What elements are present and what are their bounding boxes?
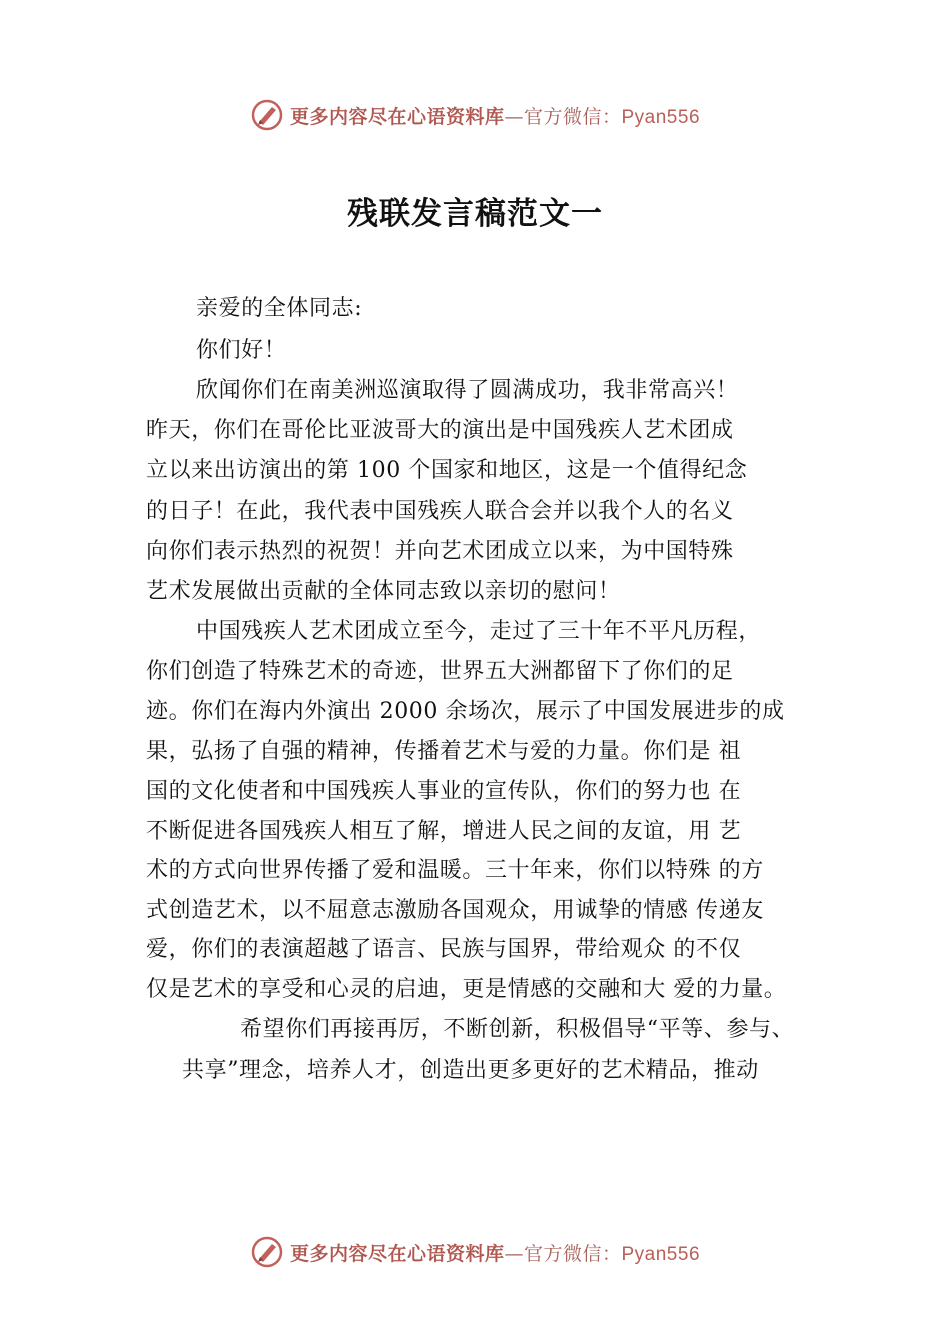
text-line: 的日子！在此，我代表中国残疾人联合会并以我个人的名义 [146,499,734,524]
text-line: 昨天，你们在哥伦比亚波哥大的演出是中国残疾人艺术团成 [146,418,734,443]
text-line: 不断促进各国残疾人相互了解，增进人民之间的友谊，用 艺 [146,819,742,844]
banner-wechat: Pyan556 [621,1243,701,1265]
footer-banner [0,1232,950,1272]
banner-text [290,102,700,129]
text-line: 国的文化使者和中国残疾人事业的宣传队，你们的努力也 在 [146,779,742,804]
text-line: 你们创造了特殊艺术的奇迹，世界五大洲都留下了你们的足 [146,659,734,684]
text-line: 迹。你们在海内外演出 2000 余场次，展示了中国发展进步的成 [146,699,785,724]
text-line: 术的方式向世界传播了爱和温暖。三十年来，你们以特殊 的方 [146,858,764,883]
pen-logo-icon [250,98,284,132]
banner-main: 更多内容尽在心语资料库 [289,1242,505,1265]
text-line: 共享”理念，培养人才，创造出更多更好的艺术精品，推动 [182,1058,759,1083]
header-banner [0,95,950,135]
page-title: 残联发言稿范文一 [347,196,603,232]
text-line: 果，弘扬了自强的精神，传播着艺术与爱的力量。你们是 祖 [146,739,742,764]
text-line: 爱，你们的表演超越了语言、民族与国界，带给观众 的不仅 [146,937,742,962]
banner-text [290,1239,700,1266]
banner-main: 更多内容尽在心语资料库 [289,105,505,128]
text-line: 亲爱的全体同志: [196,296,363,321]
text-line: 式创造艺术，以不屈意志激励各国观众，用诚挚的情感 传递友 [146,898,764,923]
banner-wechat: Pyan556 [621,106,701,128]
banner-sep: —官方微信： [504,105,622,128]
banner-sep: —官方微信： [504,1242,622,1265]
text-line: 欣闻你们在南美洲巡演取得了圆满成功，我非常高兴！ [196,378,739,403]
text-line: 向你们表示热烈的祝贺！并向艺术团成立以来，为中国特殊 [146,539,734,564]
pen-logo-icon [250,1235,284,1269]
text-line: 希望你们再接再厉，不断创新，积极倡导“平等、参与、 [240,1017,795,1042]
text-line: 立以来出访演出的第 100 个国家和地区，这是一个值得纪念 [146,458,748,483]
text-line: 中国残疾人艺术团成立至今，走过了三十年不平凡历程， [196,619,762,644]
text-line: 艺术发展做出贡献的全体同志致以亲切的慰问！ [146,579,621,604]
text-line: 你们好！ [196,338,287,363]
text-line: 仅是艺术的享受和心灵的启迪，更是情感的交融和大 爱的力量。 [146,977,787,1002]
